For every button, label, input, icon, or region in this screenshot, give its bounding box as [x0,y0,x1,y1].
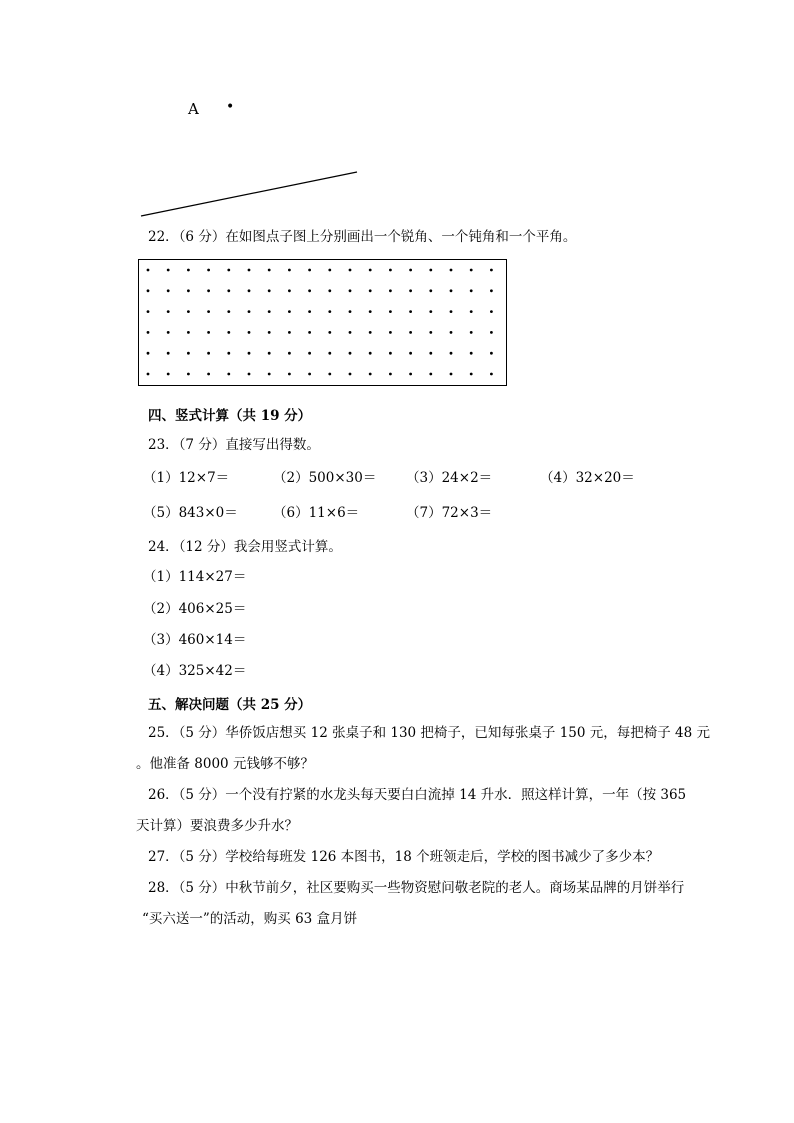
question-score: （6 分） [178,229,226,245]
grid-dot [207,289,210,292]
question-28-line1: 28．（5 分）中秋节前夕，社区要购买一些物资慰问敬老院的老人。商场某品牌的月饼举行 [148,880,685,896]
grid-dot [308,310,311,313]
grid-dot [429,352,432,355]
question-28-line2: “买六送一”的活动，购买 63 盒月饼 [142,911,358,927]
grid-dot [369,310,372,313]
grid-dot [308,269,311,272]
grid-dot [328,310,331,313]
q24-item: （4）325×42＝ [143,663,247,679]
line-segment-figure [0,0,794,230]
dot-grid-dots [139,260,505,384]
grid-dot [490,289,493,292]
dot-grid [138,259,507,386]
grid-dot [389,269,392,272]
grid-dot [349,373,352,376]
grid-dot [248,373,251,376]
grid-dot [369,289,372,292]
grid-dot [369,331,372,334]
section-title: 五、解决问题（共 25 分） [148,697,312,713]
grid-dot [389,310,392,313]
grid-dot [147,310,150,313]
grid-dot [308,331,311,334]
grid-dot [450,289,453,292]
grid-dot [207,373,210,376]
grid-dot [470,331,473,334]
grid-dot [268,310,271,313]
grid-dot [248,310,251,313]
grid-dot [470,269,473,272]
question-text: 直接写出得数。 [225,437,320,453]
grid-dot [187,269,190,272]
grid-dot [187,310,190,313]
grid-dot [147,289,150,292]
q24-item: （1）114×27＝ [143,569,247,585]
point-a-dot: • [226,99,235,115]
question-number: 22． [148,229,179,245]
grid-dot [409,289,412,292]
grid-dot [389,289,392,292]
grid-dot [167,352,170,355]
grid-dot [167,310,170,313]
q24-item: （2）406×25＝ [143,601,247,617]
grid-dot [470,289,473,292]
grid-dot [389,352,392,355]
grid-dot [490,331,493,334]
grid-dot [490,310,493,313]
question-text: 在如图点子图上分别画出一个锐角、一个钝角和一个平角。 [225,229,577,245]
grid-dot [167,331,170,334]
question-26-line1: 26．（5 分）一个没有拧紧的水龙头每天要白白流掉 14 升水．照这样计算，一年（按 365 [148,787,687,803]
grid-dot [187,331,190,334]
question-score: （7 分） [178,437,226,453]
grid-dot [308,289,311,292]
grid-dot [349,269,352,272]
grid-dot [207,310,210,313]
point-a-label: A [188,100,199,118]
grid-dot [429,289,432,292]
grid-dot [227,289,230,292]
grid-dot [207,269,210,272]
question-score: （12 分） [178,539,234,555]
question-25-line1: 25．（5 分）华侨饭店想买 12 张桌子和 130 把椅子，已知每张桌子 150 元，每把椅子 48 元 [148,725,711,741]
grid-dot [409,352,412,355]
grid-dot [187,289,190,292]
grid-dot [450,352,453,355]
grid-dot [248,289,251,292]
q23-item: （1）12×7＝ [143,470,230,486]
question-25-line2: 。他准备 8000 元钱够不够？ [136,756,314,772]
grid-dot [227,331,230,334]
question-24 [148,538,342,556]
grid-dot [429,331,432,334]
grid-dot [450,373,453,376]
grid-dot [328,352,331,355]
grid-dot [450,331,453,334]
grid-dot [490,373,493,376]
grid-dot [308,373,311,376]
grid-dot [268,269,271,272]
grid-dot [227,269,230,272]
grid-dot [470,310,473,313]
grid-dot [167,269,170,272]
grid-dot [369,352,372,355]
grid-dot [328,269,331,272]
grid-dot [389,373,392,376]
grid-dot [207,331,210,334]
grid-dot [167,373,170,376]
grid-dot [308,352,311,355]
question-number: 23． [148,437,179,453]
grid-dot [369,373,372,376]
grid-dot [187,373,190,376]
grid-dot [187,352,190,355]
grid-dot [490,269,493,272]
question-27-line1: 27．（5 分）学校给每班发 126 本图书，18 个班领走后，学校的图书减少了多少本？ [148,849,660,865]
grid-dot [470,373,473,376]
grid-dot [470,352,473,355]
grid-dot [328,373,331,376]
grid-dot [288,352,291,355]
section-title: 四、竖式计算（共 19 分） [148,408,312,424]
grid-dot [349,310,352,313]
q23-item: （5）843×0＝ [143,505,238,521]
grid-dot [268,352,271,355]
q23-item: （7）72×3＝ [406,505,493,521]
grid-dot [147,352,150,355]
grid-dot [369,269,372,272]
grid-dot [167,289,170,292]
grid-dot [409,373,412,376]
grid-dot [450,269,453,272]
grid-dot [207,352,210,355]
grid-dot [409,331,412,334]
question-text: 我会用竖式计算。 [233,539,342,555]
grid-dot [349,352,352,355]
grid-dot [429,269,432,272]
grid-dot [268,289,271,292]
grid-dot [248,331,251,334]
grid-dot [349,289,352,292]
grid-dot [248,269,251,272]
grid-dot [227,373,230,376]
q23-item: （2）500×30＝ [273,470,377,486]
grid-dot [268,331,271,334]
grid-dot [288,289,291,292]
grid-dot [227,352,230,355]
grid-dot [268,373,271,376]
grid-dot [349,331,352,334]
grid-dot [429,310,432,313]
grid-dot [288,269,291,272]
grid-dot [409,310,412,313]
grid-dot [147,331,150,334]
grid-dot [429,373,432,376]
grid-dot [328,331,331,334]
q23-item: （4）32×20＝ [540,470,635,486]
grid-dot [147,269,150,272]
grid-dot [450,310,453,313]
question-22 [148,228,576,246]
question-number: 24． [148,539,179,555]
grid-dot [328,289,331,292]
grid-dot [288,310,291,313]
q24-item: （3）460×14＝ [143,632,247,648]
grid-dot [389,331,392,334]
q23-item: （6）11×6＝ [273,505,360,521]
question-23 [148,436,320,454]
question-26-line2: 天计算）要浪费多少升水？ [136,818,298,834]
grid-dot [227,310,230,313]
grid-dot [248,352,251,355]
q23-item: （3）24×2＝ [406,470,493,486]
line-segment [141,172,357,216]
grid-dot [288,373,291,376]
grid-dot [288,331,291,334]
grid-dot [490,352,493,355]
grid-dot [147,373,150,376]
grid-dot [409,269,412,272]
